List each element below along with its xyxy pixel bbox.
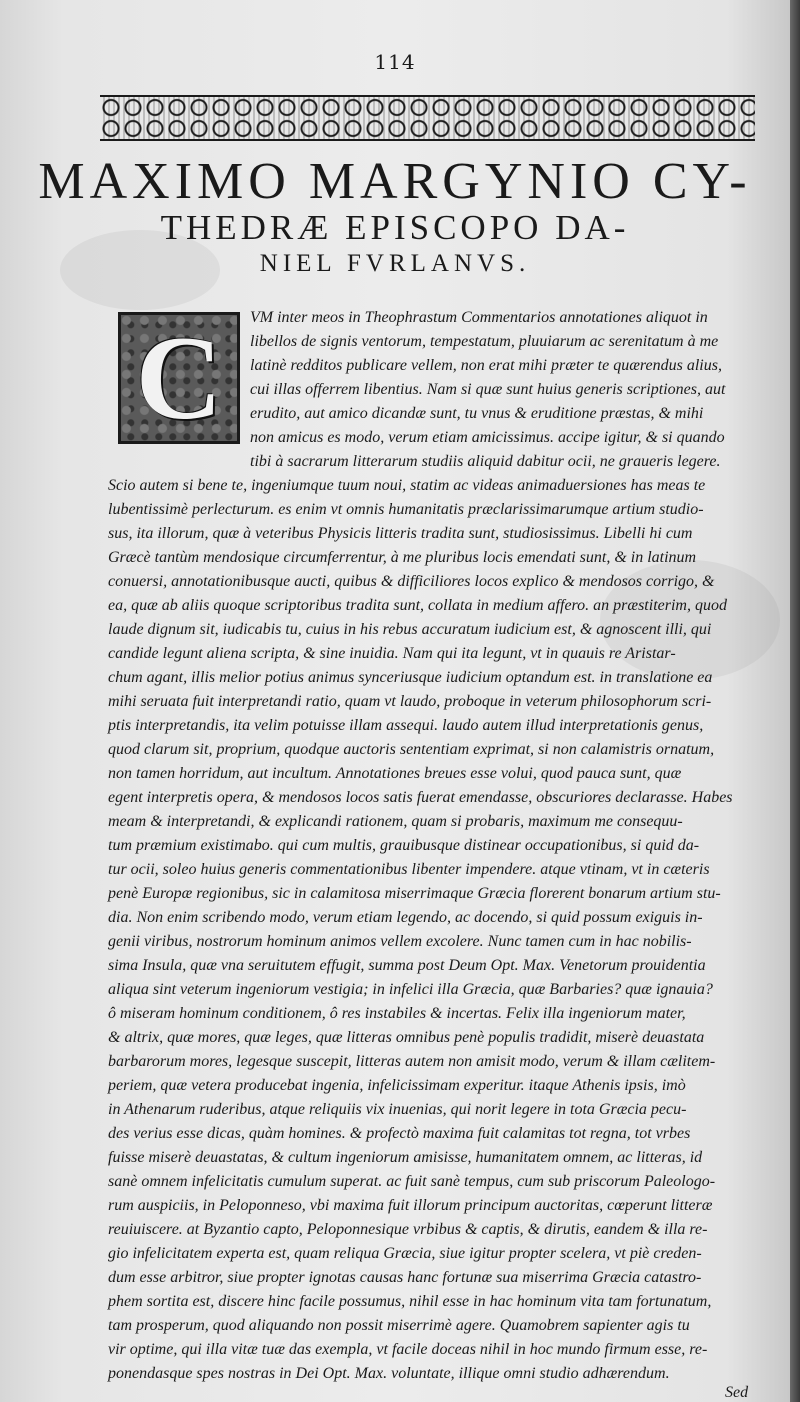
text-line: rum auspiciis, in Peloponneso, vbi maxima fuit illorum principum auctoritas, cœperunt litteræ (108, 1197, 713, 1214)
text-line: lubentissimè perlecturum. es enim vt omnis humanitatis præclarissimarumque artium studio- (108, 501, 704, 518)
text-line: non tamen horridum, aut incultum. Annotationes breues esse volui, quod pauca sunt, quæ (108, 765, 682, 782)
text-line: candide legunt aliena scripta, & sine inuidia. Nam qui ita legunt, vt in quauis re Aristar- (108, 645, 676, 662)
text-line: laude dignum sit, iudicabis tu, cuius in his rebus accuratum iudicium est, & agnoscent illi, qui (108, 621, 712, 638)
text-line: ô miseram hominum conditionem, ô res instabiles & incertas. Felix illa ingeniorum mater, (108, 1005, 686, 1022)
text-line: egent interpretis opera, & mendosos locos satis fuerat emendasse, obscuriores declarasse. Habes (108, 789, 733, 806)
catchword: Sed (725, 1384, 749, 1401)
text-line: reuiuiscere. at Byzantio capto, Peloponnesique vrbibus & captis, & dirutis, eandem & illa re- (108, 1221, 708, 1238)
text-line: meam & interpretandi, & explicandi rationem, quam si probaris, maximum me consequu- (108, 813, 683, 830)
text-line: sanè omnem infelicitatis cumulum superat. ac fuit sanè tempus, cum sub priscorum Paleologo- (108, 1173, 716, 1190)
title-line-3: NIEL FVRLANVS. (259, 250, 531, 277)
text-line: in Athenarum ruderibus, atque reliquiis vix inuenias, qui norit legere in tota Græcia pecu- (108, 1101, 687, 1118)
text-line: fuisse miserè deuastatas, & cultum ingeniorum amisisse, humanitatem omnem, ac litteras, id (108, 1149, 703, 1166)
text-line: ponendasque spes nostras in Dei Opt. Max. voluntate, illique omni studio adhærendum. (108, 1365, 670, 1382)
text-line: conuersi, annotationibusque aucti, quibus & difficiliores locos explico & mendosos corrigo, & (108, 573, 715, 590)
text-line: ptis interpretandis, ita velim potuisse illam assequi. laudo autem illud interpretationis genus, (108, 717, 704, 734)
page-number: 114 (374, 50, 416, 74)
text-line: quod clarum sit, proprium, quodque auctoris sententiam exprimat, si non calamistris ornatum, (108, 741, 715, 758)
text-line: dum esse arbitror, siue propter ignotas causas hanc fortunæ sua miserrima Græcia catastro- (108, 1269, 702, 1286)
text-line: aliqua sint veterum ingeniorum vestigia; in infelici illa Græcia, quæ Barbaries? quæ ignauia? (108, 981, 713, 998)
text-line: latinè redditos publicare vellem, non erat mihi præter te quærendus alius, (250, 357, 722, 374)
text-line: tam prosperum, quod aliquando non possit miserrimè agere. Quamobrem sapienter agis tu (108, 1317, 690, 1334)
text-line: barbarorum mores, legesque suscepit, litteras autem non amisit modo, verum & illam cælitem- (108, 1053, 716, 1070)
text-line: dia. Non enim scribendo modo, verum etiam legendo, ac docendo, si quid possum exiguis in- (108, 909, 703, 926)
text-line: tum præmium existimabo. qui cum multis, grauibusque distinear occupationibus, si quid da- (108, 837, 700, 854)
decorated-initial (118, 312, 240, 444)
text-line: penè Europæ regionibus, sic in calamitosa miserrimaque Græcia florerent bonarum artium stu- (108, 885, 721, 902)
text-line: periem, quæ vetera producebat ingenia, infelicissimam experitur. itaque Athenis ipsis, imò (108, 1077, 686, 1094)
initial-letter: C (135, 311, 223, 444)
text-line: & altrix, quæ mores, quæ leges, quæ litteras omnibus penè populis tradidit, miserè deuastata (108, 1029, 705, 1046)
text-line: sima Insula, quæ vna seruitutem effugit, summa post Deum Opt. Max. Venetorum prouidentia (108, 957, 706, 974)
text-line: non amicus es modo, verum etiam amicissimus. accipe igitur, & si quando (250, 429, 725, 446)
text-line: erudito, aut amico dicandæ sunt, tu vnus & eruditione præstas, & mihi (250, 405, 704, 422)
text-line: sus, ita illorum, quæ à veteribus Physicis litteris tradita sunt, studiosissimus. Libelli hi cum (108, 525, 693, 542)
text-line: chum agant, illis melior potius animus synceriusque iudicium optandum est. in translatione ea (108, 669, 713, 686)
text-line: tur ocii, soleo huius generis commentationibus libenter impendere. atque vtinam, vt in cæteris (108, 861, 710, 878)
text-line: tibi à sacrarum litterarum studiis aliquid dabitur ocii, ne graueris legere. (250, 453, 721, 470)
decorative-header-band (100, 95, 755, 141)
text-line: genii viribus, nostrorum hominum animos vellem excolere. Nunc tamen cum in hac nobilis- (108, 933, 692, 950)
title-line-1: MAXIMO MARGYNIO CY- (38, 153, 752, 210)
text-line: Scio autem si bene te, ingeniumque tuum noui, statim ac videas animaduersiones has meas te (108, 477, 706, 494)
text-line: phem sortita est, discere hinc facile possumus, nihil esse in hac hominum vita tam fortunatum, (108, 1293, 712, 1310)
text-line: VM inter meos in Theophrastum Commentarios annotationes aliquot in (250, 309, 708, 326)
text-line: gio infelicitatem experta est, quam reliqua Græcia, siue igitur propter scelera, vt piè creden- (108, 1245, 702, 1262)
title-line-2: THEDRÆ EPISCOPO DA- (160, 208, 630, 247)
text-line: libellos de signis ventorum, tempestatum, pluuiarum ac serenitatum à me (250, 333, 719, 350)
text-line: ea, quæ ab aliis quoque scriptoribus tradita sunt, collata in medium affero. an præstiterim, quod (108, 597, 727, 614)
text-line: vir optime, qui illa vitæ tuæ das exempla, vt facile doceas nihil in hoc mundo firmum esse, re- (108, 1341, 708, 1358)
text-line: Græcè tantùm mendosique circumferrentur, à me pluribus locis emendati sunt, & in latinum (108, 549, 697, 566)
text-line: mihi seruata fuit interpretandi ratio, quam vt laudo, proboque in veterum philosophorum scri- (108, 693, 712, 710)
text-line: des verius esse dicas, quàm homines. & profectò maxima fuit calamitas tot regna, tot vrbes (108, 1125, 691, 1142)
page-edge-shadow (790, 0, 800, 1402)
text-line: cui illas offerrem libentius. Nam si quæ sunt huius generis scriptiones, aut (250, 381, 726, 398)
